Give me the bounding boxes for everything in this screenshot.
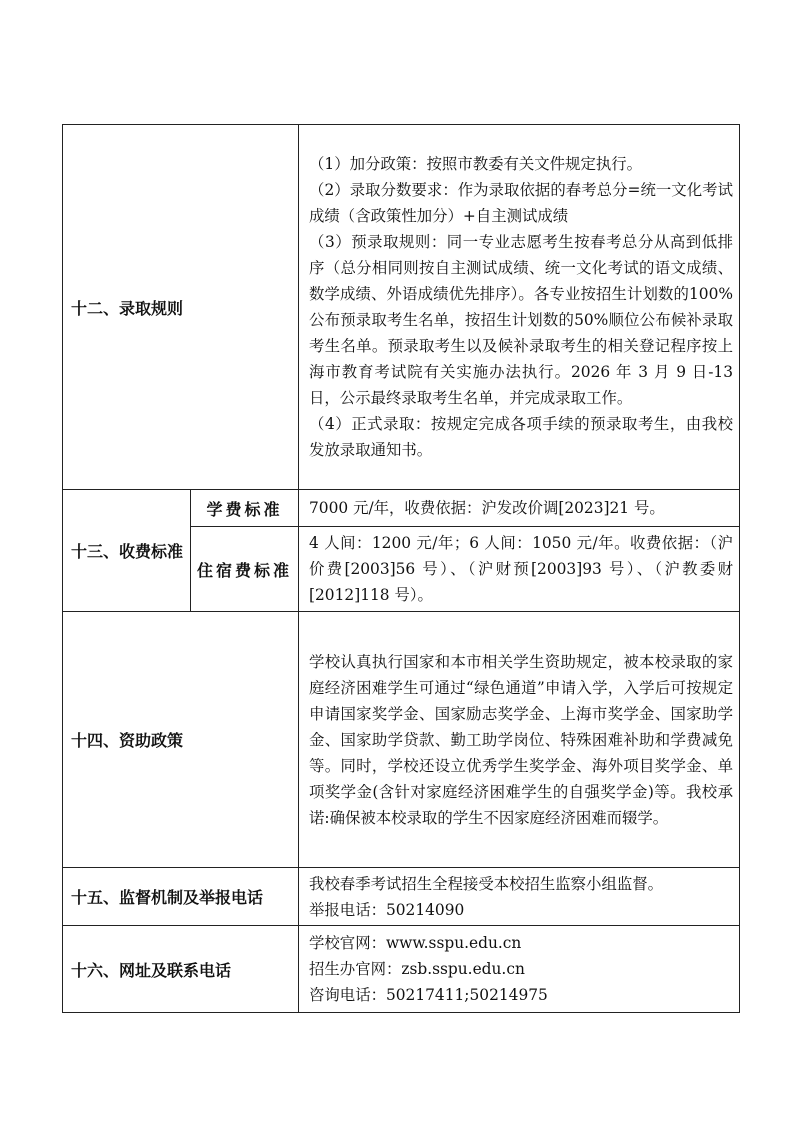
section-title-admission-rules: 十二、录取规则 <box>63 125 299 490</box>
section-title-contact: 十六、网址及联系电话 <box>63 926 299 1013</box>
section-title-fees: 十三、收费标准 <box>63 490 191 612</box>
admission-rule-2: （2）录取分数要求：作为录取依据的春考总分=统一文化考试成绩（含政策性加分）+自主测试成绩 <box>309 181 734 225</box>
housing-label: 住宿费标准 <box>191 527 299 612</box>
admission-rule-3: （3）预录取规则：同一专业志愿考生按春考总分从高到低排序（总分相同则按自主测试成绩、统一文化考试的语文成绩、数学成绩、外语成绩优先排序）。各专业按招生计划数的100%公布预录取考生名单，按招生计划数的50%顺位公布候补录取考生名单。预录取考生以及候补录取考生的相关登记程序按上海市教育考试院有关实施办法执行。2026 年 3 月 9 日-13 日，公示最终录取考生名单，并完成录取工作。 <box>309 233 734 407</box>
supervision-line: 我校春季考试招生全程接受本校招生监察小组监督。 <box>309 874 664 893</box>
admission-rule-4: （4）正式录取：按规定完成各项手续的预录取考生，由我校发放录取通知书。 <box>309 415 734 459</box>
section-title-supervision: 十五、监督机制及举报电话 <box>63 868 299 926</box>
supervision-content <box>299 868 740 926</box>
row-supervision <box>63 868 740 926</box>
row-contact <box>63 926 740 1013</box>
admission-rules-content <box>299 125 740 490</box>
housing-text: 4 人间：1200 元/年；6 人间：1050 元/年。收费依据：（沪价费[2003]56 号）、（沪财预[2003]93 号）、（沪教委财[2012]118 号）。 <box>299 527 740 612</box>
consult-phone: 咨询电话：50217411;50214975 <box>309 986 548 1004</box>
row-tuition <box>63 490 740 527</box>
financial-aid-text: 学校认真执行国家和本市相关学生资助规定，被本校录取的家庭经济困难学生可通过“绿色通道”申请入学，入学后可按规定申请国家奖学金、国家励志奖学金、上海市奖学金、国家助学金、国家助学贷款、勤工助学岗位、特殊困难补助和学费减免等。同时，学校还设立优秀学生奖学金、海外项目奖学金、单项奖学金(含针对家庭经济困难学生的自强奖学金)等。我校承诺:确保被本校录取的学生不因家庭经济困难而辍学。 <box>299 612 740 868</box>
row-financial-aid <box>63 612 740 868</box>
admission-rule-1: （1）加分政策：按照市教委有关文件规定执行。 <box>309 155 643 173</box>
row-admission-rules <box>63 125 740 490</box>
report-phone: 举报电话：50214090 <box>309 900 465 919</box>
school-website[interactable]: 学校官网：www.sspu.edu.cn <box>309 934 522 952</box>
info-table <box>62 124 740 1013</box>
tuition-text: 7000 元/年，收费依据：沪发改价调[2023]21 号。 <box>299 490 740 527</box>
admissions-website[interactable]: 招生办官网：zsb.sspu.edu.cn <box>309 960 525 978</box>
tuition-label: 学费标准 <box>191 490 299 527</box>
section-title-financial-aid: 十四、资助政策 <box>63 612 299 868</box>
contact-content <box>299 926 740 1013</box>
